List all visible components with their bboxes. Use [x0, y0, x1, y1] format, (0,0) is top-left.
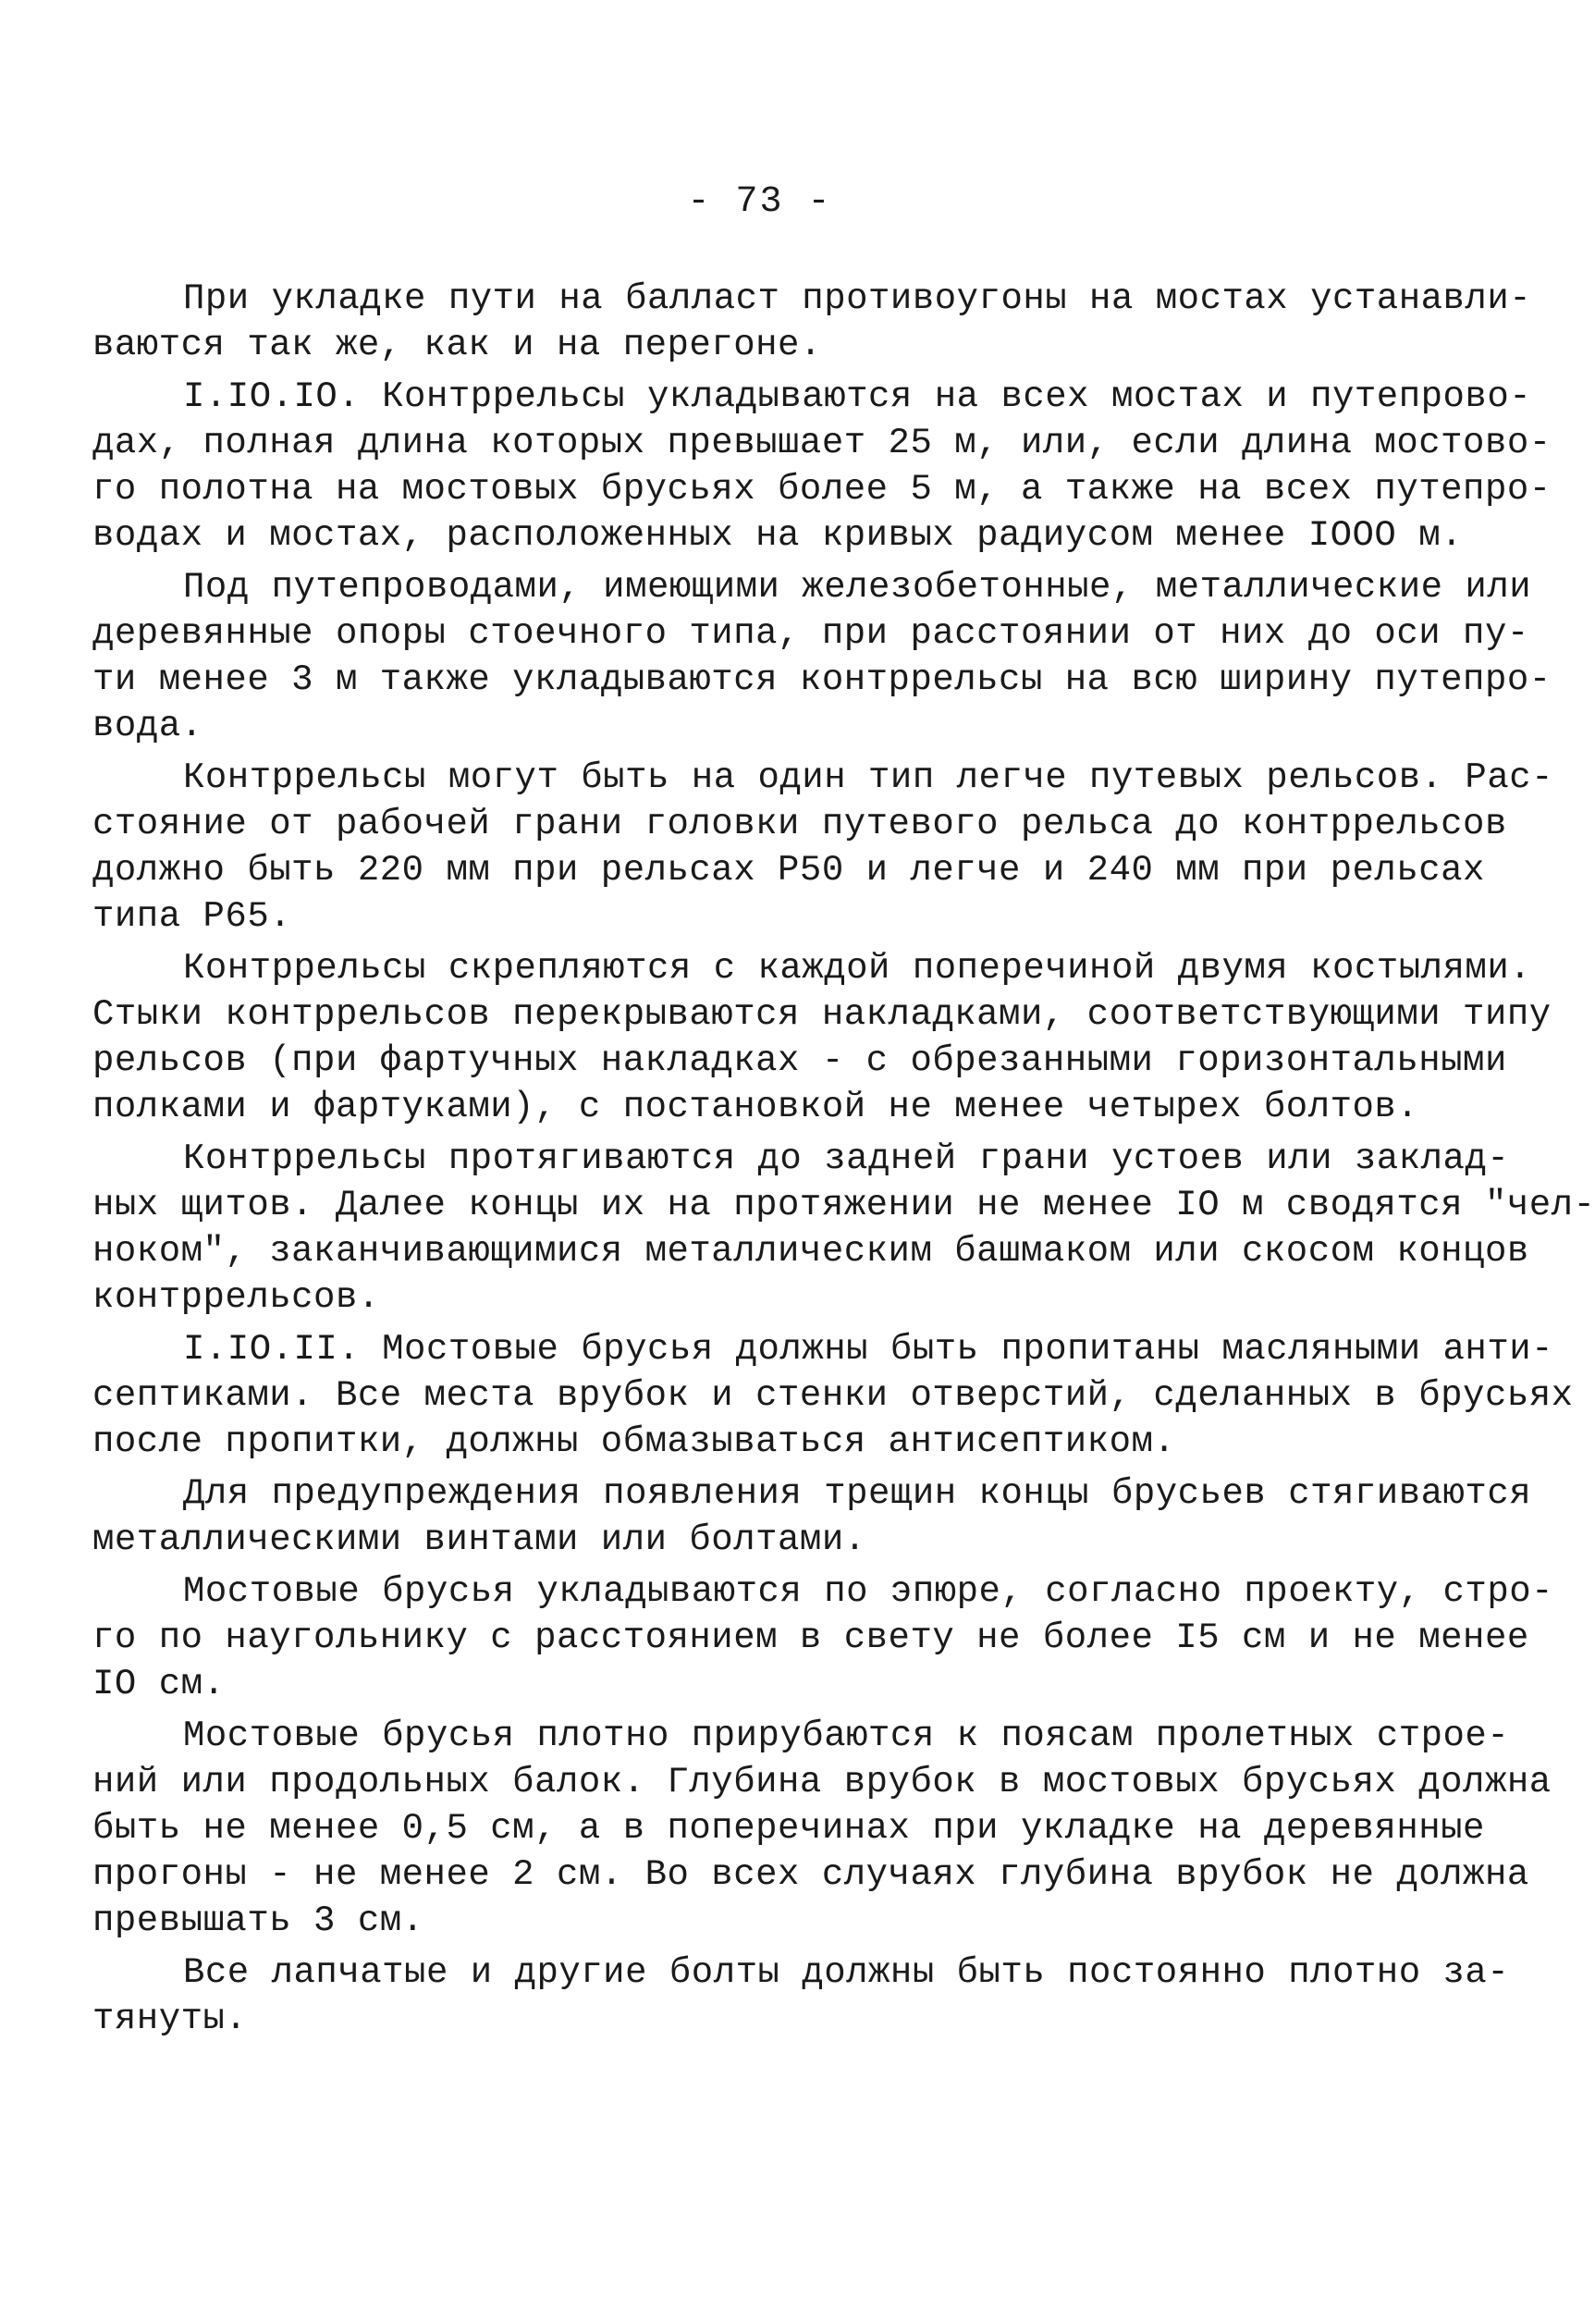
paragraph	[92, 1470, 1532, 1563]
text-line: го по наугольнику с расстоянием в свету не более I5 см и не менее	[92, 1617, 1529, 1658]
text-line: вода.	[92, 706, 203, 746]
text-line: дах, полная длина которых превышает 25 м, или, если длина мостово-	[92, 423, 1552, 463]
text-line: после пропитки, должны обмазываться антисептиком.	[92, 1421, 1176, 1462]
text-line: должно быть 220 мм при рельсах Р50 и легче и 240 мм при рельсах	[92, 850, 1485, 891]
page-number: - 73 -	[687, 181, 832, 223]
text-line: септиками. Все места врубок и стенки отверстий, сделанных в брусьях	[92, 1375, 1574, 1416]
paragraph	[92, 1136, 1595, 1321]
text-line: полками и фартуками), с постановкой не менее четырех болтов.	[92, 1087, 1419, 1127]
text-line: ний или продольных балок. Глубина врубок в мостовых брусьях должна	[92, 1762, 1552, 1802]
text-line: деревянные опоры стоечного типа, при расстоянии от них до оси пу-	[92, 613, 1529, 654]
text-line: быть не менее 0,5 см, а в поперечинах при укладке на деревянные	[92, 1808, 1485, 1849]
text-line: го полотна на мостовых брусьях более 5 м, а также на всех путепро-	[92, 469, 1552, 510]
text-line: I.IO.IO. Контррельсы укладываются на всех мостах и путепрово-	[183, 376, 1532, 417]
text-line: Контррельсы протягиваются до задней грани устоев или заклад-	[183, 1138, 1510, 1179]
text-line: ных щитов. Далее концы их на протяжении не менее IO м сводятся "чел-	[92, 1185, 1595, 1225]
text-line: рельсов (при фартучных накладках - с обрезанными горизонтальными	[92, 1040, 1507, 1081]
text-line: превышать 3 см.	[92, 1900, 424, 1941]
paragraph	[92, 374, 1552, 559]
text-line: Для предупреждения появления трещин концы брусьев стягиваются	[183, 1473, 1532, 1514]
text-line: стояние от рабочей грани головки путевого рельса до контррельсов	[92, 804, 1507, 844]
text-line: типа Р65.	[92, 896, 292, 937]
text-line: При укладке пути на балласт противоугоны на мостах устанавли-	[183, 278, 1532, 319]
text-line: водах и мостах, расположенных на кривых радиусом менее IOOO м.	[92, 515, 1464, 556]
paragraph	[92, 1713, 1552, 1944]
text-line: I.IO.II. Мостовые брусья должны быть пропитаны масляными анти-	[183, 1329, 1554, 1370]
paragraph	[92, 1326, 1574, 1465]
text-line: Стыки контррельсов перекрываются накладками, соответствующими типу	[92, 994, 1552, 1035]
text-line: Под путепроводами, имеющими железобетонные, металлические или	[183, 567, 1532, 608]
text-line: контррельсов.	[92, 1277, 380, 1318]
paragraph	[92, 945, 1552, 1130]
text-line: ти менее 3 м также укладываются контррельсы на всю ширину путепро-	[92, 659, 1552, 700]
text-line: Все лапчатые и другие болты должны быть постоянно плотно за-	[183, 1952, 1510, 1993]
text-line: металлическими винтами или болтами.	[92, 1519, 866, 1560]
text-line: Мостовые брусья укладываются по эпюре, согласно проекту, стро-	[183, 1571, 1554, 1612]
text-line: ноком", заканчивающимися металлическим башмаком или скосом концов	[92, 1231, 1529, 1272]
text-line: ваются так же, как и на перегоне.	[92, 325, 822, 365]
text-line: Контррельсы могут быть на один тип легче путевых рельсов. Рас-	[183, 757, 1554, 798]
paragraph	[92, 755, 1554, 940]
body-text	[92, 276, 1595, 2047]
text-line: Контррельсы скрепляются с каждой поперечиной двумя костылями.	[183, 948, 1532, 989]
text-line: Мостовые брусья плотно прирубаются к поясам пролетных строе-	[183, 1715, 1510, 1756]
text-line: тянуты.	[92, 1998, 248, 2039]
text-line: IO см.	[92, 1664, 226, 1704]
paragraph	[92, 1568, 1554, 1707]
text-line: прогоны - не менее 2 см. Во всех случаях глубина врубок не должна	[92, 1854, 1529, 1895]
paragraph	[92, 1949, 1510, 2042]
paragraph	[92, 276, 1532, 368]
paragraph	[92, 564, 1552, 749]
